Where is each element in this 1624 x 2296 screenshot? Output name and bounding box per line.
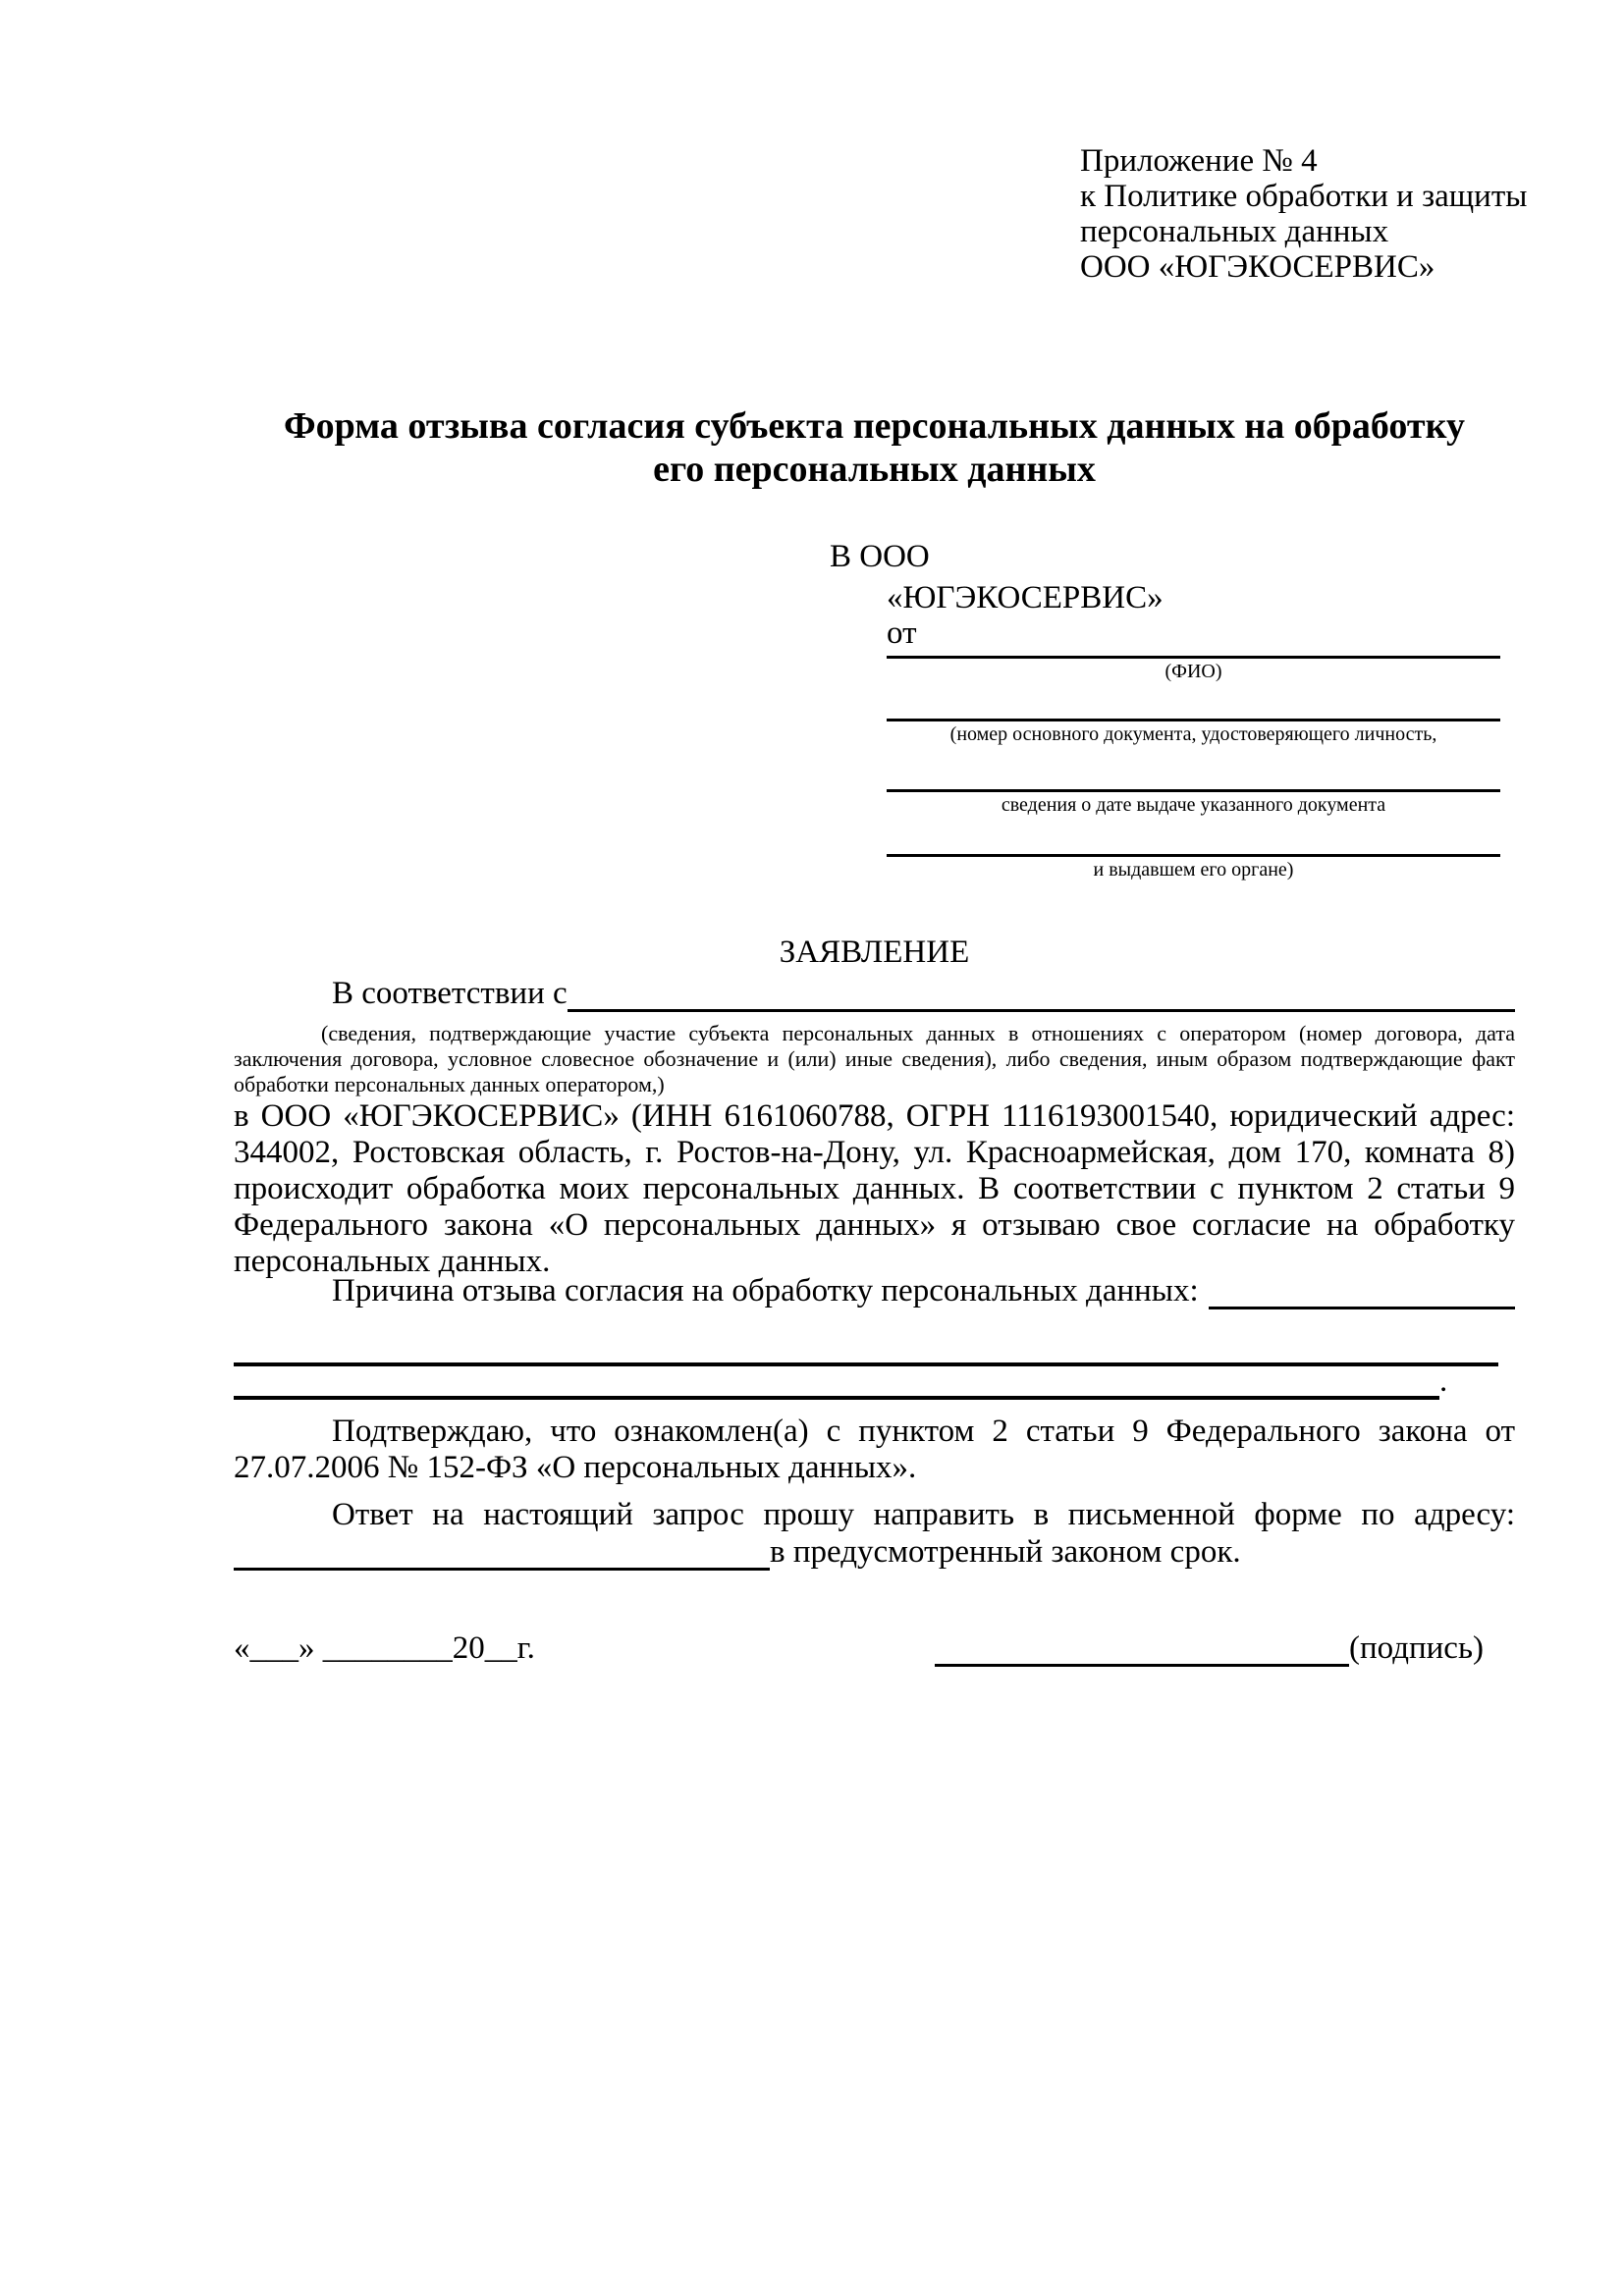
confirm-paragraph: Подтверждаю, что ознакомлен(а) с пунктом 2 статьи 9 Федерального закона от 27.07.2006 № 152-ФЗ «О персональных данных».: [234, 1414, 1515, 1485]
document-title: [234, 404, 1515, 491]
addressee-from: от: [887, 615, 917, 651]
reply-address-blank-line[interactable]: [234, 1536, 770, 1571]
main-paragraph: в ООО «ЮГЭКОСЕРВИС» (ИНН 6161060788, ОГРН 1116193001540, юридический адрес: 344002, Ростовская область, г. Ростов-на-Дону, ул. Красноармейская, дом 170, комната 8) происходит обработка моих персональных данных. В соответствии с пунктом 2 статьи 9 Федерального закона «О персональных данных» я отзываю свое согласие на обработку персональных данных.: [234, 1098, 1515, 1279]
fio-caption: (ФИО): [1164, 661, 1222, 682]
reply-suffix: в предусмотренный законом срок.: [770, 1534, 1241, 1570]
reason-blank-line[interactable]: [1209, 1279, 1515, 1309]
reason-blank-line-2[interactable]: [234, 1372, 1439, 1400]
reason-blank-row-2: [234, 1363, 1515, 1400]
accordance-row: [234, 976, 1515, 1012]
appendix-note-line: Приложение № 4: [1080, 143, 1318, 179]
footnote-text: (сведения, подтверждающие участие субъекта персональных данных в отношениях с оператором (номер договора, дата заключения договора, условное словесное обозначение и (или) иные сведения), либо сведения, иным образом подтверждающие факт обработки персональных данных оператором,): [234, 1021, 1515, 1096]
id-document-caption: (номер основного документа, удостоверяющего личность,: [949, 723, 1437, 745]
reply-request-line: Ответ на настоящий запрос прошу направить в письменной форме по адресу:: [332, 1497, 1515, 1532]
accordance-prefix: В соответствии с: [332, 976, 568, 1011]
signature-blank-line[interactable]: [935, 1632, 1349, 1667]
issuer-caption: и выдавшем его органе): [1093, 859, 1294, 881]
appendix-note-line: к Политике обработки и защиты: [1080, 179, 1528, 214]
appendix-note-line: персональных данных: [1080, 214, 1389, 249]
reason-row: [234, 1273, 1515, 1309]
addressee-organization: «ЮГЭКОСЕРВИС»: [887, 580, 1164, 615]
addressee-to: В ООО: [830, 539, 930, 574]
signature-group: [935, 1630, 1484, 1667]
appendix-note-line: ООО «ЮГЭКОСЕРВИС»: [1080, 249, 1435, 285]
accordance-blank-line[interactable]: [568, 982, 1515, 1012]
document-title-line-1: Форма отзыва согласия субъекта персональных данных на обработку: [284, 405, 1465, 447]
reason-terminator: .: [1439, 1363, 1448, 1399]
addressee-block: [830, 536, 1515, 883]
issue-date-caption: сведения о дате выдаче указанного документа: [1001, 794, 1386, 816]
reason-prefix: Причина отзыва согласия на обработку персональных данных:: [332, 1273, 1199, 1308]
appendix-note: [1080, 143, 1532, 285]
signature-caption: (подпись): [1349, 1630, 1484, 1666]
reason-blank-line-1[interactable]: [234, 1362, 1498, 1366]
date-blank[interactable]: «___» ________20__г.: [234, 1630, 535, 1666]
signature-row: [234, 1629, 1515, 1667]
reply-address-row: [234, 1534, 1515, 1571]
document-title-line-2: его персональных данных: [653, 449, 1096, 490]
statement-heading: ЗАЯВЛЕНИЕ: [779, 934, 970, 970]
